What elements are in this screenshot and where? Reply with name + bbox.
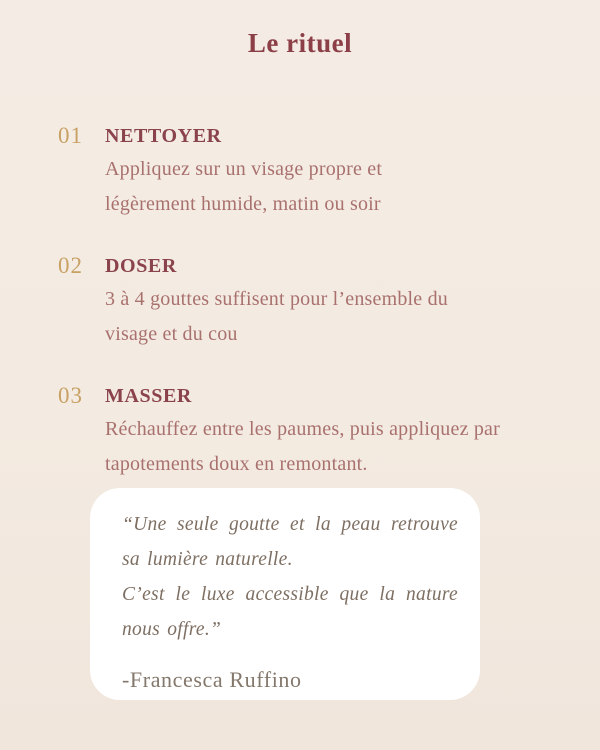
quote-line: nous offre.” <box>122 619 222 640</box>
step-body <box>105 122 382 221</box>
quote-line: C’est le luxe accessible que la nature <box>122 584 458 605</box>
quote-line: sa lumière naturelle. <box>122 549 293 570</box>
step-body <box>105 382 500 481</box>
step-title: DOSER <box>105 255 177 277</box>
step-number: 01 <box>58 123 83 148</box>
step-title: MASSER <box>105 385 192 407</box>
quote-line: “Une seule goutte et la peau retrouve <box>122 514 458 535</box>
step-title: NETTOYER <box>105 125 222 147</box>
page-title: Le rituel <box>247 28 353 58</box>
step-number: 02 <box>58 253 83 278</box>
step-description-line: visage et du cou <box>105 322 238 345</box>
step-number: 03 <box>58 383 83 408</box>
step-description-line: tapotements doux en remontant. <box>105 452 368 475</box>
step-description <box>105 152 382 221</box>
step-description <box>105 412 500 481</box>
step-description-line: Réchauffez entre les paumes, puis appliquez par <box>105 418 500 440</box>
quote-text <box>122 507 458 647</box>
step-description-line: 3 à 4 gouttes suffisent pour l’ensemble du <box>105 288 448 310</box>
step-description-line: légèrement humide, matin ou soir <box>105 192 381 215</box>
step-masser <box>58 382 558 481</box>
step-body <box>105 252 448 351</box>
step-description <box>105 282 448 351</box>
step-nettoyer <box>58 122 558 221</box>
ritual-steps-list <box>58 122 558 512</box>
quote-card <box>90 488 480 700</box>
quote-attribution: -Francesca Ruffino <box>122 667 302 692</box>
step-description-line: Appliquez sur un visage propre et <box>105 158 383 180</box>
step-doser <box>58 252 558 351</box>
